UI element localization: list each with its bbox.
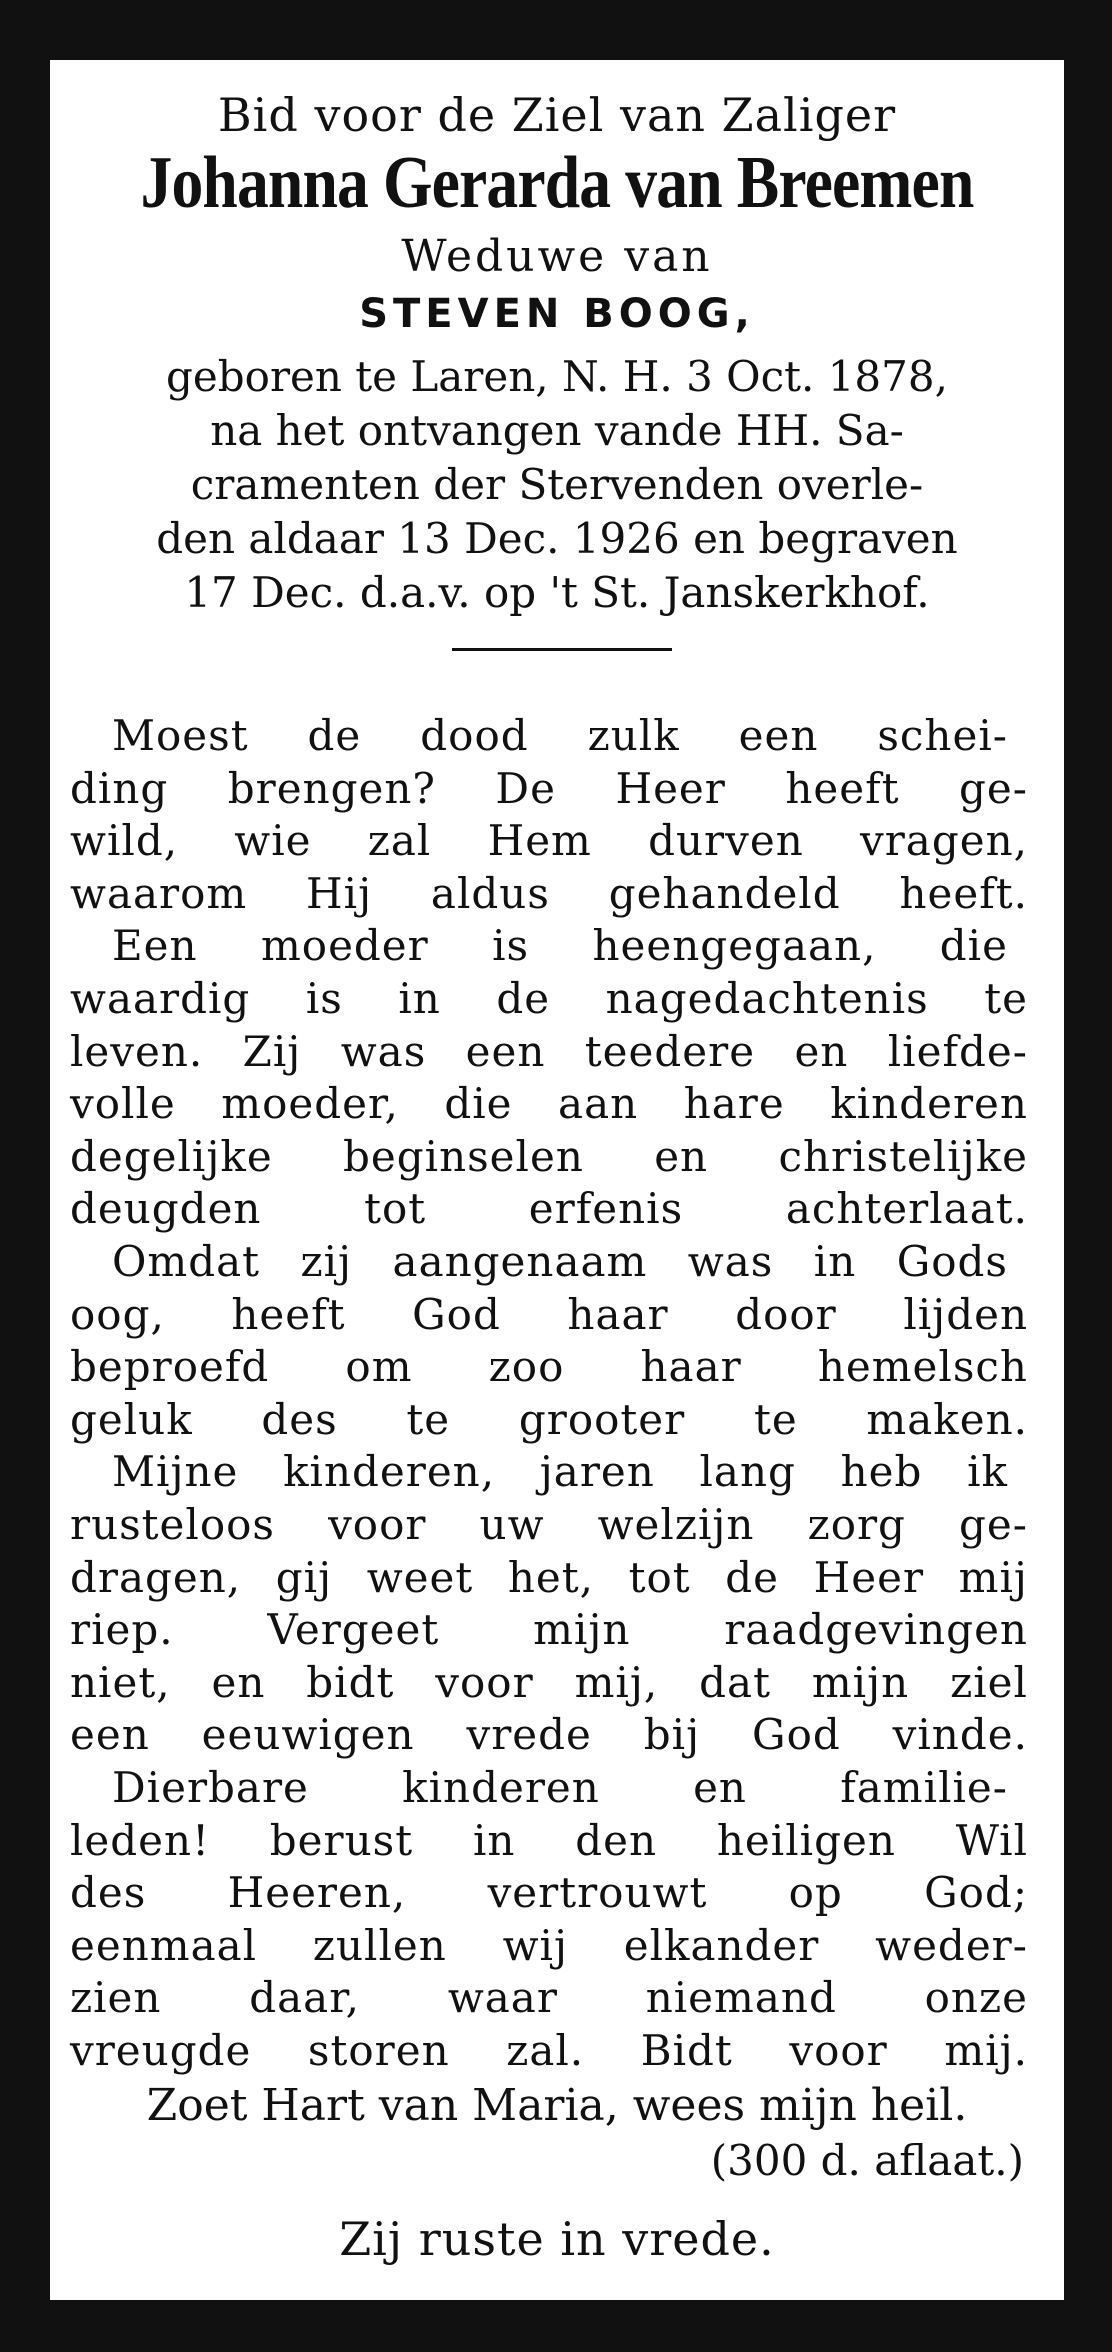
text-line: zien daar, waar niemand onze [70, 1973, 1028, 2023]
text-line: deugden tot erfenis achterlaat. [70, 1184, 1028, 1234]
text-line: leden! berust in den heiligen Wil [70, 1815, 1028, 1865]
text-line: niet, en bidt voor mij, dat mijn ziel [70, 1657, 1028, 1707]
bio-line: geboren te Laren, N. H. 3 Oct. 1878, [166, 352, 948, 401]
text-line: degelijke beginselen en christelijke [70, 1131, 1028, 1181]
text-line: een eeuwigen vrede bij God vinde. [70, 1710, 1028, 1760]
text-line: riep. Vergeet mijn raadgevingen [70, 1605, 1028, 1655]
text-line: Omdat zij aangenaam was in Gods [112, 1237, 1008, 1286]
indulgence-note: (300 d. aflaat.) [710, 2136, 1024, 2185]
text-line: dragen, gij weet het, tot de Heer mij [70, 1552, 1028, 1602]
text-line: geluk des te grooter te maken. [70, 1394, 1028, 1444]
text-line: beproefd om zoo haar hemelsch [70, 1342, 1028, 1392]
text-line: Een moeder is heengegaan, die [112, 921, 1008, 971]
bio-line: cramenten der Stervenden overle- [190, 460, 924, 509]
prayer-line: Zoet Hart van Maria, wees mijn heil. [146, 2080, 968, 2131]
text-line: Dierbare kinderen en familie- [112, 1763, 1008, 1812]
widow-of: Weduwe van [401, 231, 713, 282]
bio-line: den aldaar 13 Dec. 1926 en begraven [156, 514, 958, 563]
bio-line: na het ontvangen vande HH. Sa- [210, 406, 904, 455]
text-line: ding brengen? De Heer heeft ge- [70, 763, 1028, 813]
text-line: waarom Hij aldus gehandeld heeft. [70, 868, 1028, 918]
husband-name: STEVEN BOOG, [359, 291, 755, 337]
bio-line: 17 Dec. d.a.v. op 't St. Janskerkhof. [184, 568, 930, 617]
text-line: vreugde storen zal. Bidt voor mij. [70, 2026, 1028, 2075]
divider-rule [452, 648, 672, 651]
closing-line: Zij ruste in vrede. [339, 2212, 775, 2266]
text-line: eenmaal zullen wij elkander weder- [70, 1920, 1028, 1970]
text-line: waardig is in de nagedachtenis te [70, 974, 1028, 1023]
text-line: Mijne kinderen, jaren lang heb ik [112, 1447, 1008, 1497]
memorial-card [50, 60, 1064, 2300]
heading: Bid voor de Ziel van Zaliger [217, 88, 897, 142]
text-line: des Heeren, vertrouwt op God; [70, 1868, 1028, 1918]
text-line: rusteloos voor uw welzijn zorg ge- [70, 1500, 1028, 1549]
text-line: oog, heeft God haar door lijden [70, 1289, 1028, 1339]
text-line: leven. Zij was een teedere en liefde- [70, 1026, 1028, 1076]
text-line: wild, wie zal Hem durven vragen, [70, 816, 1028, 866]
text-line: volle moeder, die aan hare kinderen [70, 1079, 1028, 1129]
text-line: Moest de dood zulk een schei- [112, 711, 1008, 760]
deceased-name: Johanna Gerarda van Breemen [140, 142, 974, 224]
